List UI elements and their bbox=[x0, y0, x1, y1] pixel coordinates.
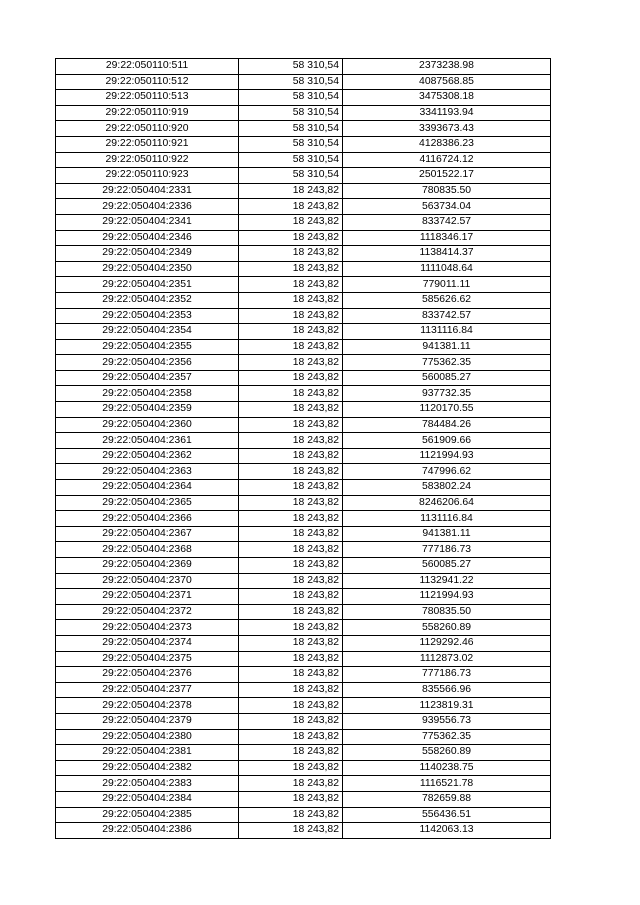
amount-cell: 747996.62 bbox=[343, 464, 551, 480]
rate-cell: 18 243,82 bbox=[239, 791, 343, 807]
cadastral-number-cell: 29:22:050404:2351 bbox=[56, 277, 239, 293]
table-row bbox=[56, 604, 551, 620]
cadastral-number-cell: 29:22:050404:2357 bbox=[56, 370, 239, 386]
table-row bbox=[56, 791, 551, 807]
table-row bbox=[56, 760, 551, 776]
rate-cell: 18 243,82 bbox=[239, 526, 343, 542]
amount-cell: 777186.73 bbox=[343, 667, 551, 683]
table-row bbox=[56, 480, 551, 496]
rate-cell: 18 243,82 bbox=[239, 620, 343, 636]
rate-cell: 18 243,82 bbox=[239, 729, 343, 745]
cadastral-number-cell: 29:22:050404:2358 bbox=[56, 386, 239, 402]
table-row bbox=[56, 136, 551, 152]
amount-cell: 779011.11 bbox=[343, 277, 551, 293]
cadastral-number-cell: 29:22:050110:512 bbox=[56, 74, 239, 90]
rate-cell: 18 243,82 bbox=[239, 682, 343, 698]
table-row bbox=[56, 230, 551, 246]
table-row bbox=[56, 417, 551, 433]
amount-cell: 3341193.94 bbox=[343, 105, 551, 121]
rate-cell: 18 243,82 bbox=[239, 542, 343, 558]
cadastral-number-cell: 29:22:050404:2382 bbox=[56, 760, 239, 776]
table-body bbox=[56, 59, 551, 839]
rate-cell: 58 310,54 bbox=[239, 168, 343, 184]
rate-cell: 18 243,82 bbox=[239, 324, 343, 340]
table-row bbox=[56, 448, 551, 464]
amount-cell: 1131116.84 bbox=[343, 511, 551, 527]
rate-cell: 18 243,82 bbox=[239, 308, 343, 324]
table-row bbox=[56, 121, 551, 137]
amount-cell: 558260.89 bbox=[343, 620, 551, 636]
amount-cell: 1118346.17 bbox=[343, 230, 551, 246]
amount-cell: 4087568.85 bbox=[343, 74, 551, 90]
amount-cell: 775362.35 bbox=[343, 729, 551, 745]
rate-cell: 18 243,82 bbox=[239, 277, 343, 293]
rate-cell: 18 243,82 bbox=[239, 760, 343, 776]
rate-cell: 18 243,82 bbox=[239, 386, 343, 402]
amount-cell: 941381.11 bbox=[343, 526, 551, 542]
rate-cell: 58 310,54 bbox=[239, 90, 343, 106]
cadastral-number-cell: 29:22:050404:2372 bbox=[56, 604, 239, 620]
cadastral-number-cell: 29:22:050404:2386 bbox=[56, 823, 239, 839]
table-row bbox=[56, 589, 551, 605]
cadastral-number-cell: 29:22:050404:2373 bbox=[56, 620, 239, 636]
table-row bbox=[56, 464, 551, 480]
cadastral-number-cell: 29:22:050110:513 bbox=[56, 90, 239, 106]
cadastral-number-cell: 29:22:050404:2346 bbox=[56, 230, 239, 246]
cadastral-number-cell: 29:22:050404:2381 bbox=[56, 745, 239, 761]
rate-cell: 18 243,82 bbox=[239, 261, 343, 277]
cadastral-number-cell: 29:22:050404:2375 bbox=[56, 651, 239, 667]
amount-cell: 937732.35 bbox=[343, 386, 551, 402]
cadastral-number-cell: 29:22:050404:2356 bbox=[56, 355, 239, 371]
amount-cell: 1142063.13 bbox=[343, 823, 551, 839]
rate-cell: 18 243,82 bbox=[239, 339, 343, 355]
amount-cell: 3393673.43 bbox=[343, 121, 551, 137]
table-row bbox=[56, 667, 551, 683]
table-row bbox=[56, 370, 551, 386]
cadastral-number-cell: 29:22:050404:2350 bbox=[56, 261, 239, 277]
table-row bbox=[56, 542, 551, 558]
table-row bbox=[56, 152, 551, 168]
rate-cell: 58 310,54 bbox=[239, 152, 343, 168]
table-row bbox=[56, 511, 551, 527]
amount-cell: 8246206.64 bbox=[343, 495, 551, 511]
cadastral-number-cell: 29:22:050404:2380 bbox=[56, 729, 239, 745]
table-row bbox=[56, 261, 551, 277]
cadastral-number-cell: 29:22:050404:2379 bbox=[56, 713, 239, 729]
rate-cell: 18 243,82 bbox=[239, 448, 343, 464]
table-row bbox=[56, 729, 551, 745]
rate-cell: 18 243,82 bbox=[239, 713, 343, 729]
rate-cell: 58 310,54 bbox=[239, 121, 343, 137]
cadastral-number-cell: 29:22:050404:2370 bbox=[56, 573, 239, 589]
rate-cell: 18 243,82 bbox=[239, 823, 343, 839]
table-row bbox=[56, 776, 551, 792]
table-row bbox=[56, 90, 551, 106]
amount-cell: 1129292.46 bbox=[343, 635, 551, 651]
table-row bbox=[56, 74, 551, 90]
table-row bbox=[56, 682, 551, 698]
rate-cell: 18 243,82 bbox=[239, 635, 343, 651]
cadastral-number-cell: 29:22:050404:2349 bbox=[56, 246, 239, 262]
cadastral-number-cell: 29:22:050404:2384 bbox=[56, 791, 239, 807]
rate-cell: 18 243,82 bbox=[239, 651, 343, 667]
rate-cell: 18 243,82 bbox=[239, 589, 343, 605]
rate-cell: 18 243,82 bbox=[239, 745, 343, 761]
rate-cell: 18 243,82 bbox=[239, 417, 343, 433]
cadastral-number-cell: 29:22:050110:919 bbox=[56, 105, 239, 121]
amount-cell: 833742.57 bbox=[343, 308, 551, 324]
amount-cell: 558260.89 bbox=[343, 745, 551, 761]
cadastral-number-cell: 29:22:050404:2374 bbox=[56, 635, 239, 651]
rate-cell: 18 243,82 bbox=[239, 199, 343, 215]
cadastral-number-cell: 29:22:050404:2352 bbox=[56, 292, 239, 308]
cadastral-number-cell: 29:22:050404:2383 bbox=[56, 776, 239, 792]
cadastral-number-cell: 29:22:050404:2353 bbox=[56, 308, 239, 324]
cadastral-number-cell: 29:22:050404:2367 bbox=[56, 526, 239, 542]
table-row bbox=[56, 246, 551, 262]
rate-cell: 18 243,82 bbox=[239, 776, 343, 792]
table-row bbox=[56, 339, 551, 355]
amount-cell: 585626.62 bbox=[343, 292, 551, 308]
rate-cell: 18 243,82 bbox=[239, 558, 343, 574]
cadastral-number-cell: 29:22:050110:922 bbox=[56, 152, 239, 168]
table-row bbox=[56, 292, 551, 308]
rate-cell: 18 243,82 bbox=[239, 511, 343, 527]
amount-cell: 4128386.23 bbox=[343, 136, 551, 152]
cadastral-number-cell: 29:22:050404:2359 bbox=[56, 402, 239, 418]
rate-cell: 18 243,82 bbox=[239, 402, 343, 418]
amount-cell: 775362.35 bbox=[343, 355, 551, 371]
table-row bbox=[56, 199, 551, 215]
cadastral-number-cell: 29:22:050404:2369 bbox=[56, 558, 239, 574]
cadastral-number-cell: 29:22:050404:2385 bbox=[56, 807, 239, 823]
rate-cell: 18 243,82 bbox=[239, 355, 343, 371]
cadastral-number-cell: 29:22:050110:921 bbox=[56, 136, 239, 152]
table-row bbox=[56, 558, 551, 574]
amount-cell: 4116724.12 bbox=[343, 152, 551, 168]
cadastral-number-cell: 29:22:050404:2363 bbox=[56, 464, 239, 480]
amount-cell: 1116521.78 bbox=[343, 776, 551, 792]
rate-cell: 18 243,82 bbox=[239, 246, 343, 262]
cadastral-number-cell: 29:22:050404:2377 bbox=[56, 682, 239, 698]
rate-cell: 58 310,54 bbox=[239, 59, 343, 75]
amount-cell: 560085.27 bbox=[343, 558, 551, 574]
rate-cell: 18 243,82 bbox=[239, 183, 343, 199]
amount-cell: 780835.50 bbox=[343, 183, 551, 199]
amount-cell: 1138414.37 bbox=[343, 246, 551, 262]
amount-cell: 941381.11 bbox=[343, 339, 551, 355]
cadastral-number-cell: 29:22:050110:511 bbox=[56, 59, 239, 75]
cadastral-number-cell: 29:22:050404:2361 bbox=[56, 433, 239, 449]
rate-cell: 18 243,82 bbox=[239, 573, 343, 589]
table-row bbox=[56, 620, 551, 636]
rate-cell: 18 243,82 bbox=[239, 464, 343, 480]
rate-cell: 18 243,82 bbox=[239, 807, 343, 823]
amount-cell: 560085.27 bbox=[343, 370, 551, 386]
amount-cell: 780835.50 bbox=[343, 604, 551, 620]
table-row bbox=[56, 495, 551, 511]
cadastral-number-cell: 29:22:050404:2354 bbox=[56, 324, 239, 340]
table-row bbox=[56, 402, 551, 418]
amount-cell: 1112873.02 bbox=[343, 651, 551, 667]
cadastral-number-cell: 29:22:050404:2331 bbox=[56, 183, 239, 199]
rate-cell: 58 310,54 bbox=[239, 136, 343, 152]
amount-cell: 2373238.98 bbox=[343, 59, 551, 75]
rate-cell: 18 243,82 bbox=[239, 370, 343, 386]
rate-cell: 18 243,82 bbox=[239, 604, 343, 620]
table-row bbox=[56, 308, 551, 324]
cadastral-number-cell: 29:22:050404:2364 bbox=[56, 480, 239, 496]
cadastral-number-cell: 29:22:050404:2371 bbox=[56, 589, 239, 605]
cadastral-number-cell: 29:22:050110:920 bbox=[56, 121, 239, 137]
table-row bbox=[56, 168, 551, 184]
cadastral-number-cell: 29:22:050404:2376 bbox=[56, 667, 239, 683]
cadastral-number-cell: 29:22:050404:2336 bbox=[56, 199, 239, 215]
table-row bbox=[56, 651, 551, 667]
table-row bbox=[56, 433, 551, 449]
amount-cell: 556436.51 bbox=[343, 807, 551, 823]
amount-cell: 3475308.18 bbox=[343, 90, 551, 106]
amount-cell: 1123819.31 bbox=[343, 698, 551, 714]
rate-cell: 18 243,82 bbox=[239, 480, 343, 496]
amount-cell: 1140238.75 bbox=[343, 760, 551, 776]
cadastral-number-cell: 29:22:050110:923 bbox=[56, 168, 239, 184]
amount-cell: 1132941.22 bbox=[343, 573, 551, 589]
table-row bbox=[56, 105, 551, 121]
amount-cell: 583802.24 bbox=[343, 480, 551, 496]
rate-cell: 18 243,82 bbox=[239, 667, 343, 683]
table-row bbox=[56, 823, 551, 839]
rate-cell: 18 243,82 bbox=[239, 698, 343, 714]
table-row bbox=[56, 745, 551, 761]
amount-cell: 1131116.84 bbox=[343, 324, 551, 340]
cadastral-number-cell: 29:22:050404:2362 bbox=[56, 448, 239, 464]
cadastral-number-cell: 29:22:050404:2341 bbox=[56, 214, 239, 230]
table-row bbox=[56, 324, 551, 340]
rate-cell: 18 243,82 bbox=[239, 433, 343, 449]
rate-cell: 58 310,54 bbox=[239, 74, 343, 90]
amount-cell: 833742.57 bbox=[343, 214, 551, 230]
amount-cell: 1121994.93 bbox=[343, 589, 551, 605]
table-row bbox=[56, 526, 551, 542]
amount-cell: 784484.26 bbox=[343, 417, 551, 433]
amount-cell: 939556.73 bbox=[343, 713, 551, 729]
rate-cell: 18 243,82 bbox=[239, 292, 343, 308]
table-row bbox=[56, 713, 551, 729]
amount-cell: 782659.88 bbox=[343, 791, 551, 807]
rate-cell: 18 243,82 bbox=[239, 214, 343, 230]
amount-cell: 561909.66 bbox=[343, 433, 551, 449]
amount-cell: 2501522.17 bbox=[343, 168, 551, 184]
table-row bbox=[56, 277, 551, 293]
table-row bbox=[56, 214, 551, 230]
cadastral-number-cell: 29:22:050404:2368 bbox=[56, 542, 239, 558]
table-row bbox=[56, 573, 551, 589]
cadastral-number-cell: 29:22:050404:2378 bbox=[56, 698, 239, 714]
rate-cell: 58 310,54 bbox=[239, 105, 343, 121]
cadastral-number-cell: 29:22:050404:2355 bbox=[56, 339, 239, 355]
amount-cell: 1121994.93 bbox=[343, 448, 551, 464]
amount-cell: 835566.96 bbox=[343, 682, 551, 698]
rate-cell: 18 243,82 bbox=[239, 230, 343, 246]
table-row bbox=[56, 635, 551, 651]
table-row bbox=[56, 183, 551, 199]
data-table bbox=[55, 58, 551, 839]
table-row bbox=[56, 355, 551, 371]
table-row bbox=[56, 698, 551, 714]
rate-cell: 18 243,82 bbox=[239, 495, 343, 511]
table-row bbox=[56, 807, 551, 823]
cadastral-number-cell: 29:22:050404:2360 bbox=[56, 417, 239, 433]
table-row bbox=[56, 386, 551, 402]
amount-cell: 1111048.64 bbox=[343, 261, 551, 277]
cadastral-number-cell: 29:22:050404:2365 bbox=[56, 495, 239, 511]
cadastral-number-cell: 29:22:050404:2366 bbox=[56, 511, 239, 527]
table-row bbox=[56, 59, 551, 75]
amount-cell: 563734.04 bbox=[343, 199, 551, 215]
amount-cell: 777186.73 bbox=[343, 542, 551, 558]
amount-cell: 1120170.55 bbox=[343, 402, 551, 418]
